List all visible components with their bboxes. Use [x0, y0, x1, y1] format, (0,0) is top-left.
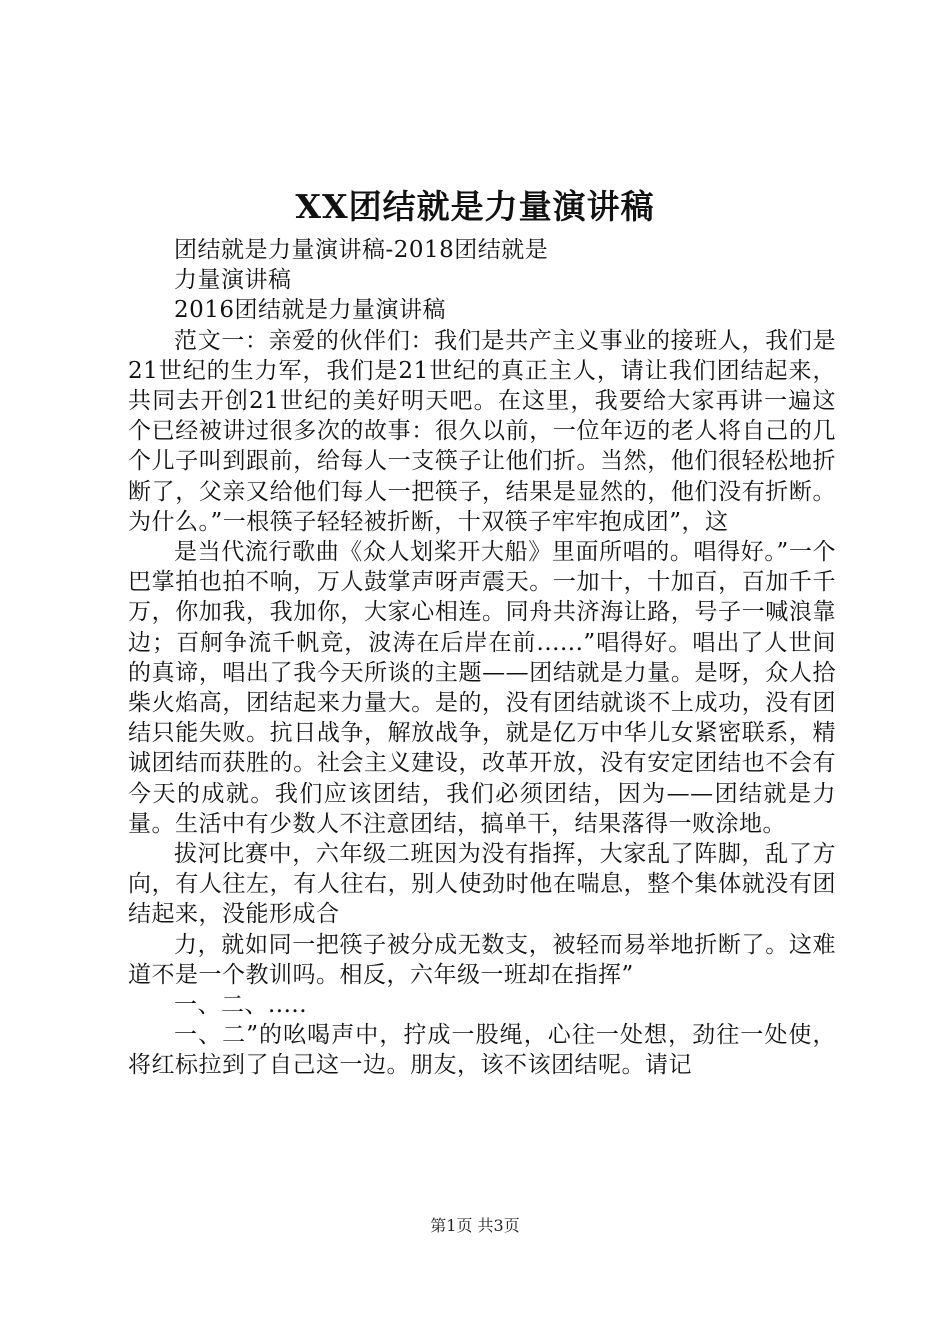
- paragraph: 拔河比赛中，六年级二班因为没有指挥，大家乱了阵脚，乱了方向，有人往左，有人往右，别人使劲时他在喘息，整个集体就没有团结起来，没能形成合: [128, 841, 836, 928]
- paragraph: 力，就如同一把筷子被分成无数支，被轻而易举地折断了。这难道不是一个教训吗。相反，六年级一班却在指挥”: [128, 931, 836, 988]
- paragraph: 一、二、.....: [174, 992, 308, 1019]
- paragraph: 团结就是力量演讲稿-2018团结就是: [174, 237, 549, 263]
- paragraph: 一、二”的吆喝声中，拧成一股绳，心往一处想，劲往一处使，将红标拉到了自己这一边。朋友，该不该团结呢。请记: [128, 1022, 836, 1079]
- paragraph: 范文一：亲爱的伙伴们：我们是共产主义事业的接班人，我们是21世纪的生力军，我们是21世纪的真正主人，请让我们团结起来，共同去开创21世纪的美好明天吧。在这里，我要给大家再讲一遍这个已经被讲过很多次的故事：很久以前，一位年迈的老人将自己的几个儿子叫到跟前，给每人一支筷子让他们折。当然，他们很轻松地折断了，父亲又给他们每人一把筷子，结果是显然的，他们没有折断。为什么。”一根筷子轻轻被折断，十双筷子牢牢抱成团”，这: [128, 327, 836, 535]
- paragraph: 2016团结就是力量演讲稿: [174, 297, 447, 324]
- document-title: XX团结就是力量演讲稿: [295, 187, 655, 226]
- paragraph: 力量演讲稿: [174, 267, 292, 294]
- paragraph: 是当代流行歌曲《众人划桨开大船》里面所唱的。唱得好。”一个巴掌拍也拍不响，万人鼓掌声呀声震天。一加十，十加百，百加千千万，你加我，我加你，大家心相连。同舟共济海让路，号子一喊浪靠边；百舸争流千帆竞，波涛在后岸在前......”唱得好。唱出了人世间的真谛，唱出了我今天所谈的主题——团结就是力量。是呀，众人拾柴火焰高，团结起来力量大。是的，没有团结就谈不上成功，没有团结只能失败。抗日战争，解放战争，就是亿万中华儿女紧密联系，精诚团结而获胜的。社会主义建设，改革开放，没有安定团结也不会有今天的成就。我们应该团结，我们必须团结，因为——团结就是力量。生活中有少数人不注意团结，搞单干，结果落得一败涂地。: [128, 539, 836, 837]
- page-number: 第1页 共3页: [430, 1216, 520, 1235]
- document-body: [128, 235, 836, 1081]
